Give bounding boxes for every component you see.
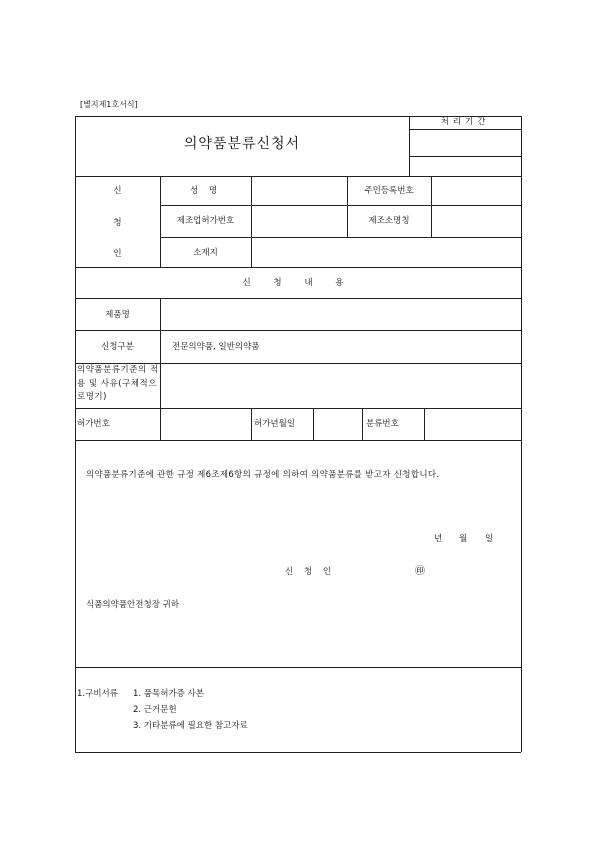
applicant-side-label-2: 청 [113, 218, 122, 228]
product-name-label: 제품명 [105, 310, 130, 320]
application-statement: 의약품분류기준에 관한 규정 제6조제6항의 규정에 의하여 의약품분류를 받고자 신청합니다. [86, 470, 440, 480]
name-label: 성 명 [189, 186, 222, 196]
date-year: 년 [434, 534, 443, 544]
resident-no-label: 주민등록번호 [364, 186, 414, 196]
applicant-side-label-1: 신 [113, 186, 122, 196]
seal-mark: ㊞ [415, 566, 425, 577]
processing-period-label: 처리기간 [440, 117, 490, 127]
permit-no-label: 허가번호 [77, 419, 110, 429]
form-tag: [별지제1호서식] [80, 100, 138, 109]
date-day: 일 [485, 534, 494, 544]
applicant-side-label-3: 인 [113, 249, 122, 259]
addressee: 식품의약품안전청장 귀하 [86, 600, 180, 610]
address-label: 소재지 [193, 248, 218, 258]
form-title: 의약품분류신청서 [183, 136, 301, 152]
application-content-label: 신 청 내 용 [242, 278, 354, 288]
license-no-label: 제조업허가번호 [176, 216, 235, 226]
date-month: 월 [459, 534, 468, 544]
signer-label: 신 청 인 [285, 567, 336, 577]
class-no-label: 분류번호 [366, 419, 399, 429]
attachment-item-1: 1. 품목허가증 사본 [133, 689, 204, 699]
attachment-item-2: 2. 근거문헌 [133, 705, 177, 715]
attachment-item-3: 3. 기타분류에 필요한 참고자료 [133, 721, 248, 731]
category-label: 신청구분 [101, 342, 134, 352]
category-value: 전문의약품, 일반의약품 [172, 342, 260, 352]
company-label: 제조소명칭 [368, 216, 410, 226]
permit-date-label: 허가년월일 [254, 419, 296, 429]
criteria-label: 의약품분류기준의 적용 및 사유(구체적으로명기) [77, 365, 159, 402]
attachments-heading: 1.구비서류 [77, 689, 118, 699]
